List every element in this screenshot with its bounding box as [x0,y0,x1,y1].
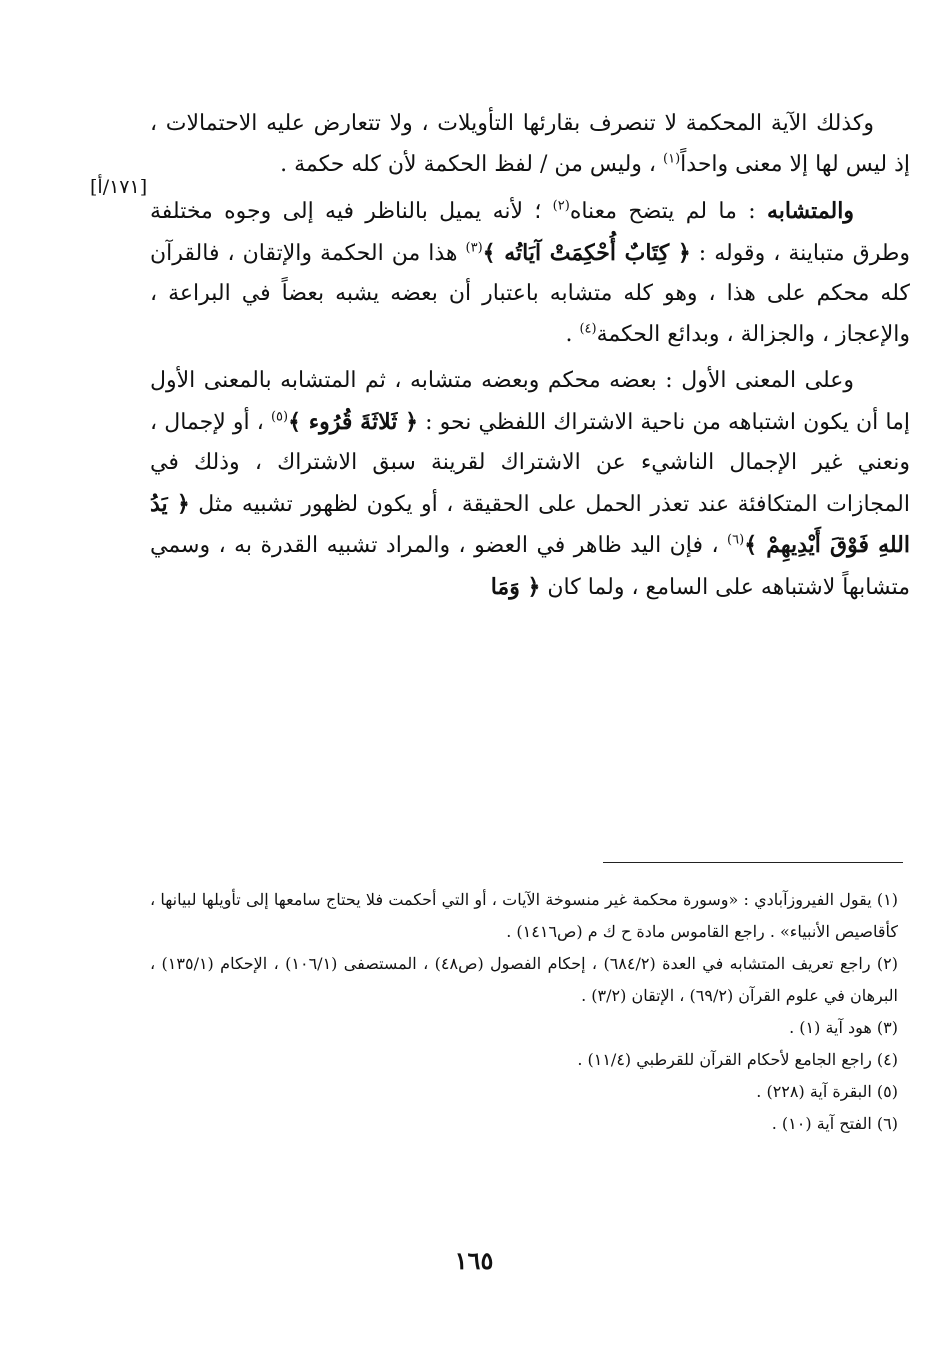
paragraph-2 [150,191,910,355]
paragraph-3-text-2: ، أو لإجمال ، ونعني غير الإجمال الناشيء عن الاشتراك لقرينة سبق الاشتراك ، وذلك في المجازات المتكافئة عند تعذر الحمل على الحقيقة ، أو يكون لظهور تشبيه مثل [150,409,910,517]
paragraph-2-text: : ما لم يتضح معناه [569,199,767,224]
quran-verse-3: ﴿ يَدُ اللهِ فَوْقَ أَيْدِيهِمْ ﴾ [150,490,910,558]
paragraph-3-text-3: ، فإن اليد ظاهر في العضو ، والمراد تشبيه القدرة به ، وسمي متشابهاً لاشتباهه على السامع ، ولما كان [150,533,910,600]
footnote-6: (٦) الفتح آية (١٠) . [771,1114,898,1133]
footnote-separator [603,862,903,863]
paragraph-1-text-2: ، وليس من / لفظ الحكمة لأن كله حكمة . [280,151,664,177]
footnote-ref-1: (١) [663,151,681,167]
footnote-ref-6: (٦) [727,532,745,548]
footnote-1: (١) يقول الفيروزآبادي : «وسورة محكمة غير منسوخة الآيات ، أو التي أحكمت فلا يحتاج سامعها إلى تأويلها لبيانها ، كأقاصيص الأنبياء» . راجع القاموس مادة ح ك م (ص١٤١٦) . [150,890,898,941]
footnote-ref-4: (٤) [579,321,597,337]
footnote-5: (٥) البقرة آية (٢٢٨) . [756,1082,898,1101]
margin-folio-reference: [١٧١/أ] [90,176,148,198]
page-number: ١٦٥ [454,1246,494,1275]
footnotes [150,884,898,1140]
footnote-2: (٢) راجع تعريف المتشابه في العدة (٦٨٤/٢) ، إحكام الفصول (ص٤٨) ، المستصفى (١٠٦/١) ، الإحكام (١٣٥/١) ، البرهان في علوم القرآن (٦٩/٢) ، الإتقان (٣/٢) . [150,954,898,1005]
footnote-ref-2: (٢) [552,198,570,214]
term-mutashabih: والمتشابه [766,198,854,224]
paragraph-2-text-2: ؛ لأنه يميل بالناظر فيه إلى وجوه مختلفة وطرق متباينة ، وقوله : [150,199,911,266]
paragraph-1 [150,104,910,185]
footnote-ref-5: (٥) [270,409,289,425]
quran-verse-2: ﴿ ثَلاثَةَ قُرُوء ﴾ [288,408,419,435]
quran-verse-4: ﴿ وَمَا [490,573,541,600]
quran-verse-1: ﴿ كِتَابٌ أُحْكِمَتْ آيَاتُه ﴾ [482,239,691,266]
paragraph-2-text-3: هذا من الحكمة والإتقان ، فالقرآن كله محكم على هذا ، وهو كله متشابه باعتبار أن بعضه يشبه بعضاً في البراعة ، والإعجاز ، والجزالة ، وبدائع الحكمة [150,240,910,347]
paragraph-3 [150,361,910,608]
main-text [90,104,911,608]
paragraph-2-text-4: . [565,321,580,347]
footnote-ref-3: (٣) [465,240,483,256]
footnote-4: (٤) راجع الجامع لأحكام القرآن للقرطبي (١١/٤) . [577,1050,898,1069]
footnote-3: (٣) هود آية (١) . [789,1018,898,1037]
paragraph-1-text: وكذلك الآية المحكمة لا تنصرف بقارئها التأويلات ، ولا تتعارض عليه الاحتمالات ، إذ ليس لها إلا معنى واحداً [150,111,910,177]
paragraph-3-text: وعلى المعنى الأول : بعضه محكم وبعضه متشابه ، ثم المتشابه بالمعنى الأول إما أن يكون اشتباهه من ناحية الاشتراك اللفظي نحو : [150,368,910,435]
